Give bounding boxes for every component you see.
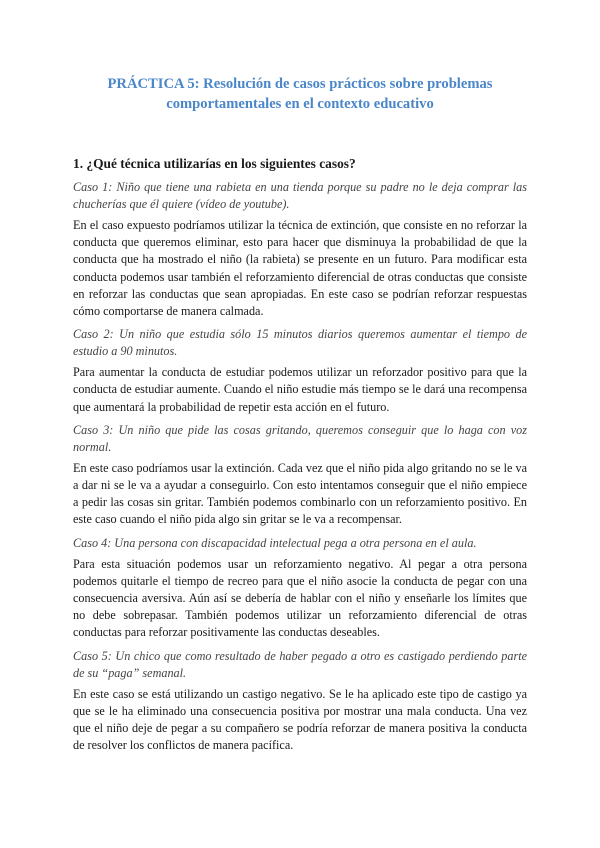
case-4-answer: Para esta situación podemos usar un reforzamiento negativo. Al pegar a otra persona podemos quitarle el tiempo de recreo para que el niño asocie la conducta de pegar con una consecuencia aversiva. Aún así se debería de hablar con el niño y enseñarle los límites que no debe sobrepasar. También podemos utilizar un reforzamiento diferencial de otras conductas para reforzar positivamente las conductas deseables. bbox=[73, 556, 527, 640]
case-3-answer: En este caso podríamos usar la extinción. Cada vez que el niño pida algo gritando no se le va a dar ni se le va a ayudar a conseguirlo. Con esto intentamos conseguir que el niño empiece a pedir las cosas sin gritar. También podemos combinarlo con un reforzamiento positivo. En este caso cuando el niño pida algo sin gritar se le va a recompensar. bbox=[73, 460, 527, 527]
case-1 bbox=[73, 179, 527, 320]
case-5-prompt: Caso 5: Un chico que como resultado de haber pegado a otro es castigado perdiendo parte de su “paga” semanal. bbox=[73, 648, 527, 680]
document-title bbox=[73, 74, 527, 114]
section-heading: 1. ¿Qué técnica utilizarías en los siguientes casos? bbox=[73, 156, 356, 171]
case-4-prompt: Caso 4: Una persona con discapacidad intelectual pega a otra persona en el aula. bbox=[73, 535, 477, 550]
case-4 bbox=[73, 535, 527, 642]
case-2-answer: Para aumentar la conducta de estudiar podemos utilizar un reforzador positivo para que la conducta de estudiar aumente. Cuando el niño estudie más tiempo se le dará una recompensa que aumentará la probabilidad de repetir esta acción en el futuro. bbox=[73, 365, 527, 414]
case-5 bbox=[73, 648, 527, 755]
case-5-answer: En este caso se está utilizando un castigo negativo. Se le ha aplicado este tipo de castigo ya que se le ha eliminado una consecuencia positiva por mostrar una mala conducta. Una vez que el niño deje de pegar a su compañero se podría reforzar de manera positiva la conducta de resolver los conflictos de manera pacífica. bbox=[73, 686, 527, 753]
case-1-prompt: Caso 1: Niño que tiene una rabieta en una tienda porque su padre no le deja comprar las chucherías que él quiere (vídeo de youtube). bbox=[73, 180, 527, 211]
case-2 bbox=[73, 326, 527, 416]
title-line-1: PRÁCTICA 5: Resolución de casos prácticos sobre problemas bbox=[107, 76, 493, 92]
case-2-prompt: Caso 2: Un niño que estudia sólo 15 minutos diarios queremos aumentar el tiempo de estudio a 90 minutos. bbox=[73, 327, 527, 359]
case-3 bbox=[73, 422, 527, 529]
document-page bbox=[73, 74, 527, 760]
case-3-prompt: Caso 3: Un niño que pide las cosas gritando, queremos conseguir que lo haga con voz normal. bbox=[73, 422, 527, 454]
title-line-2: comportamentales en el contexto educativo bbox=[166, 96, 434, 112]
case-1-answer: En el caso expuesto podríamos utilizar la técnica de extinción, que consiste en no reforzar la conducta que queremos eliminar, esto para hacer que disminuya la probabilidad de que la conducta que ha mostrado el niño (la rabieta) se presente en un futuro. Para modificar esta conducta podemos usar también el reforzamiento diferencial de otras conductas que consiste en reforzar las conductas que sean apropiadas. En este caso se podrían reforzar respuestas cómo comportarse de manera calmada. bbox=[73, 218, 527, 319]
